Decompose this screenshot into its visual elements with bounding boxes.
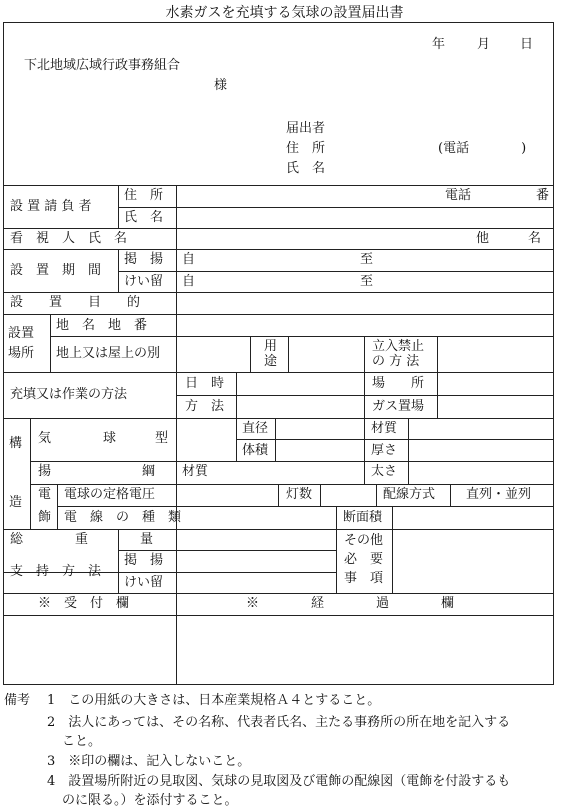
date-month-label: 月: [477, 37, 491, 52]
notifier-phone: (電話 ): [438, 141, 527, 156]
rule-v: [392, 506, 393, 593]
wire-type-label: 電 線 の 種 類: [64, 510, 182, 525]
watcher-others-label: 他 名: [476, 231, 542, 246]
date-year-label: 年: [432, 37, 446, 52]
rule-v: [364, 336, 365, 372]
filling-label: 充填又は作業の方法: [10, 387, 128, 402]
rule-v: [437, 336, 438, 372]
rule-v: [376, 484, 377, 506]
rule: [3, 372, 554, 373]
rule: [3, 314, 554, 315]
location-restrict-label-2: の 方 法: [372, 354, 420, 369]
location-address-label: 地 名 地 番: [56, 318, 148, 333]
rule-v: [320, 484, 321, 506]
note-item-continued: こと。: [62, 734, 102, 749]
lamp-count-label: 灯数: [286, 487, 313, 502]
rule: [3, 615, 554, 616]
recipient-org: 下北地域広域行政事務組合: [24, 58, 181, 73]
balloon-type-label: 気 球 型: [38, 431, 169, 446]
rule-v: [236, 418, 237, 461]
rule: [3, 292, 554, 293]
recipient-honorific: 様: [214, 78, 228, 93]
rule: [50, 336, 554, 337]
cross-section-label: 断面積: [343, 510, 383, 525]
structure-label-1: 構: [9, 436, 23, 451]
rule-v: [278, 484, 279, 506]
rule: [118, 207, 554, 208]
filling-method-label: 方 法: [185, 399, 225, 414]
rule: [3, 418, 554, 419]
rule: [118, 271, 554, 272]
rule: [176, 395, 554, 396]
period-label: 設 置 期 間: [10, 263, 102, 278]
other-notes-label-3: 事 項: [344, 571, 384, 586]
period-mooring-from: 自: [182, 274, 196, 289]
purpose-label: 設 置 目 的: [10, 295, 141, 310]
rule-v: [250, 336, 251, 372]
period-mooring-label: けい留: [124, 274, 164, 289]
form-title: 水素ガスを充填する気球の設置届出書: [165, 5, 404, 21]
reception-column-label: ※ 受 付 欄: [38, 596, 130, 611]
rope-label: 揚 綱: [38, 464, 156, 479]
notes-label: 備考: [4, 693, 31, 708]
rule-v: [437, 372, 438, 418]
rule-v: [236, 372, 237, 418]
support-display-label: 掲 揚: [124, 553, 164, 568]
rule-v: [450, 484, 451, 506]
rule: [3, 593, 554, 594]
note-item-continued: のに限る。）を添付すること。: [62, 793, 238, 808]
progress-column-label: ※ 経 過 欄: [246, 596, 455, 611]
contractor-label: 設 置 請 負 者: [10, 199, 92, 214]
balloon-volume-label: 体積: [242, 443, 269, 458]
contractor-address-label: 住 所: [124, 188, 164, 203]
rule: [118, 550, 336, 551]
balloon-material-label: 材質: [371, 421, 398, 436]
location-ground-roof-label: 地上又は屋上の別: [56, 346, 161, 361]
rule: [57, 506, 554, 507]
rule-v: [118, 185, 119, 228]
location-use-label-2: 途: [264, 354, 278, 369]
electric-deco-label-1: 電: [38, 487, 52, 502]
support-mooring-label: けい留: [124, 575, 164, 590]
rule: [30, 461, 554, 462]
rule-v: [57, 484, 58, 529]
location-restrict-label-1: 立入禁止: [372, 339, 425, 354]
rule: [3, 228, 554, 229]
rule: [30, 484, 554, 485]
rule-v: [408, 418, 409, 484]
note-item: 1 この用紙の大きさは、日本産業規格Ａ４とすること。: [47, 693, 381, 708]
rule-v: [118, 249, 119, 292]
note-item: 4 設置場所附近の見取図、気球の見取図及び電飾の配線図（電飾を付設するも: [47, 774, 511, 789]
support-method-label: 支 持 方 法: [10, 564, 102, 579]
rule-top: [3, 185, 554, 186]
note-item: 2 法人にあっては、その名称、代表者氏名、主たる事務所の所在地を記入する: [47, 715, 511, 730]
notifier-name-label: 氏 名: [286, 161, 326, 176]
rated-voltage-label: 電球の定格電圧: [64, 487, 156, 502]
other-notes-label-2: 必 要: [344, 552, 384, 567]
rope-thickness-label: 太さ: [371, 464, 398, 479]
period-display-from: 自: [182, 252, 196, 267]
electric-deco-label-2: 飾: [38, 510, 52, 525]
contractor-name-label: 氏 名: [124, 210, 164, 225]
location-label-1: 設置: [8, 326, 35, 341]
rule: [236, 439, 554, 440]
filling-place-label: 場 所: [372, 376, 425, 391]
structure-label-2: 造: [9, 495, 23, 510]
rule-v: [336, 506, 337, 593]
wiring-method-label: 配線方式: [383, 487, 436, 502]
rule: [3, 529, 554, 530]
note-item: 3 ※印の欄は、記入しないこと。: [47, 754, 251, 769]
rule-v: [50, 314, 51, 372]
period-display-label: 掲 揚: [124, 252, 164, 267]
filling-gas-storage-label: ガス置場: [372, 399, 425, 414]
rule-v: [275, 418, 276, 461]
rule-v: [364, 372, 365, 484]
contractor-phone-label: 電話 番: [445, 188, 550, 203]
period-display-to: 至: [360, 252, 374, 267]
rule-v: [288, 336, 289, 372]
notifier-label: 届出者: [286, 121, 326, 136]
location-label-2: 場所: [8, 346, 35, 361]
balloon-thickness-label: 厚さ: [371, 443, 398, 458]
total-weight-label: 総 重 量: [10, 532, 154, 547]
rule-v: [176, 185, 177, 685]
location-use-label-1: 用: [264, 339, 278, 354]
balloon-diameter-label: 直径: [242, 421, 269, 436]
filling-datetime-label: 日 時: [185, 376, 225, 391]
watcher-label: 看 視 人 氏 名: [10, 231, 128, 246]
period-mooring-to: 至: [360, 274, 374, 289]
date-day-label: 日: [520, 37, 534, 52]
rule: [3, 249, 554, 250]
rope-material-label: 材質: [182, 464, 209, 479]
notifier-address-label: 住 所: [286, 141, 326, 156]
other-notes-label-1: その他: [344, 533, 384, 548]
wiring-method-value: 直列・並列: [466, 487, 532, 502]
rule-v: [30, 418, 31, 529]
